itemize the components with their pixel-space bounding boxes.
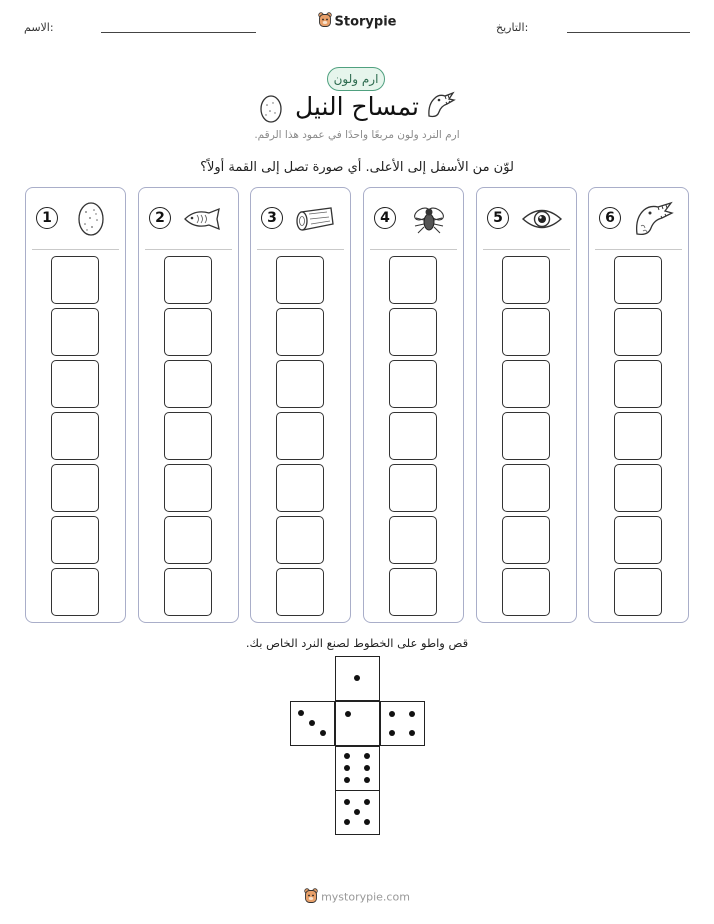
dice-pip (364, 753, 370, 759)
cut-instruction: قص واطو على الخطوط لصنع النرد الخاص بك. (245, 636, 469, 650)
color-cell[interactable] (51, 568, 99, 616)
dice-pip (344, 765, 350, 771)
color-cell[interactable] (614, 360, 662, 408)
color-cell[interactable] (389, 412, 437, 460)
dice-pip (364, 765, 370, 771)
page-subtitle: ارم النرد ولون مربعًا واحدًا في عمود هذا الرقم. (254, 129, 460, 141)
dice-pip (409, 730, 415, 736)
dice-pip (354, 809, 360, 815)
color-cell[interactable] (389, 464, 437, 512)
dice-face-3[interactable] (290, 701, 335, 746)
color-cell[interactable] (614, 256, 662, 304)
color-cell[interactable] (51, 516, 99, 564)
color-cell[interactable] (502, 464, 550, 512)
footer-url[interactable]: mystorypie.com (321, 890, 410, 904)
color-cell[interactable] (389, 516, 437, 564)
column-divider (257, 249, 344, 250)
column-1 (25, 187, 126, 623)
dice-pip (309, 720, 315, 726)
color-cell[interactable] (51, 464, 99, 512)
dice-pip (364, 819, 370, 825)
column-4 (363, 187, 464, 623)
log-icon (293, 200, 339, 238)
dice-pip (320, 730, 326, 736)
column-number: 5 (487, 207, 509, 229)
color-cell[interactable] (276, 308, 324, 356)
color-cell[interactable] (614, 308, 662, 356)
dice-pip (364, 799, 370, 805)
color-cell[interactable] (164, 568, 212, 616)
color-cell[interactable] (614, 568, 662, 616)
dice-pip (345, 711, 351, 717)
column-5 (476, 187, 577, 623)
color-cell[interactable] (389, 360, 437, 408)
dice-face-1-center[interactable] (335, 701, 380, 746)
column-number: 2 (149, 207, 171, 229)
color-cell[interactable] (389, 568, 437, 616)
dice-pip (344, 777, 350, 783)
dice-pip (298, 710, 304, 716)
name-label: الاسم: (24, 21, 54, 34)
column-6 (588, 187, 689, 623)
dice-pip (344, 819, 350, 825)
egg-icon (68, 200, 114, 238)
color-cell[interactable] (164, 360, 212, 408)
fish-icon (181, 200, 227, 238)
color-cell[interactable] (164, 516, 212, 564)
page-title: تمساح النيل (295, 92, 419, 121)
storypie-bear-icon (304, 888, 318, 907)
brand-name: Storypie (334, 14, 397, 30)
color-cell[interactable] (502, 568, 550, 616)
color-cell[interactable] (502, 516, 550, 564)
color-cell[interactable] (502, 308, 550, 356)
color-cell[interactable] (276, 568, 324, 616)
color-cell[interactable] (51, 360, 99, 408)
color-cell[interactable] (502, 256, 550, 304)
color-cell[interactable] (164, 308, 212, 356)
column-number: 1 (36, 207, 58, 229)
dice-pip (344, 799, 350, 805)
instruction-text: لوّن من الأسفل إلى الأعلى. أي صورة تصل إلى القمة أولاً؟ (200, 160, 514, 175)
dice-pip (389, 711, 395, 717)
color-cell[interactable] (502, 412, 550, 460)
color-cell[interactable] (164, 256, 212, 304)
color-cell[interactable] (51, 256, 99, 304)
dice-face-5[interactable] (335, 790, 380, 835)
footer (0, 888, 714, 907)
column-3 (250, 187, 351, 623)
dice-pip (389, 730, 395, 736)
column-divider (32, 249, 119, 250)
color-cell[interactable] (164, 412, 212, 460)
column-number: 3 (261, 207, 283, 229)
date-line[interactable] (567, 32, 690, 33)
fly-icon (406, 200, 452, 238)
title-crocodile-icon (425, 90, 457, 126)
dice-face-4[interactable] (380, 701, 425, 746)
color-cell[interactable] (164, 464, 212, 512)
color-cell[interactable] (614, 516, 662, 564)
storypie-bear-icon (318, 12, 332, 32)
column-2 (138, 187, 239, 623)
color-cell[interactable] (276, 516, 324, 564)
dice-pip (364, 777, 370, 783)
color-cell[interactable] (51, 412, 99, 460)
column-number: 4 (374, 207, 396, 229)
activity-badge: ارم ولون (327, 67, 385, 91)
color-cell[interactable] (389, 308, 437, 356)
dice-face-1[interactable] (335, 656, 380, 701)
crocodile-icon (631, 200, 677, 238)
color-cell[interactable] (276, 412, 324, 460)
dice-face-6[interactable] (335, 746, 380, 791)
column-divider (370, 249, 457, 250)
brand-logo (0, 12, 714, 32)
dice-pip (344, 753, 350, 759)
color-cell[interactable] (276, 464, 324, 512)
column-divider (483, 249, 570, 250)
color-cell[interactable] (389, 256, 437, 304)
dice-pip (354, 675, 360, 681)
color-cell[interactable] (614, 464, 662, 512)
column-divider (145, 249, 232, 250)
column-number: 6 (599, 207, 621, 229)
eye-icon (519, 200, 565, 238)
column-divider (595, 249, 682, 250)
name-line[interactable] (101, 32, 256, 33)
color-cell[interactable] (51, 308, 99, 356)
color-cell[interactable] (276, 360, 324, 408)
date-label: التاريخ: (496, 21, 529, 34)
color-cell[interactable] (502, 360, 550, 408)
color-cell[interactable] (614, 412, 662, 460)
dice-pip (409, 711, 415, 717)
color-cell[interactable] (276, 256, 324, 304)
